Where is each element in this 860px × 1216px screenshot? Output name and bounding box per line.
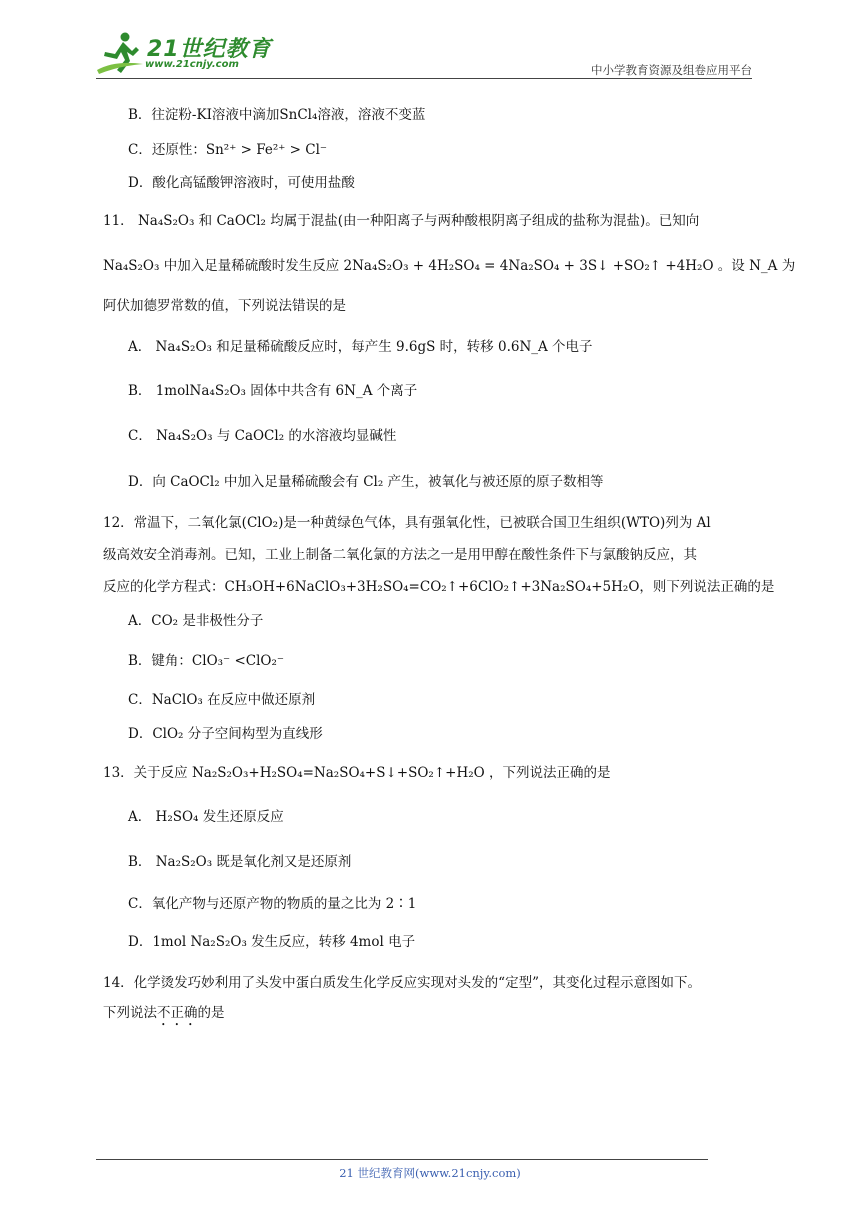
q11-stem-line-1: 11． Na₄S₂O₃ 和 CaOCl₂ 均属于混盐(由一种阳离子与两种酸根阴离子组成的盐称为混盐)。已知向 [103, 213, 700, 229]
q13-option-c: C．氧化产物与还原产物的物质的量之比为 2∶1 [128, 896, 417, 912]
q14-stem-suffix: 的是 [197, 1005, 225, 1021]
q10-option-c [128, 140, 327, 160]
header-divider [96, 78, 752, 79]
q12-option-a: A．CO₂ 是非极性分子 [128, 613, 264, 629]
q12-stem-line-2: 级高效安全消毒剂。已知，工业上制备二氧化氯的方法之一是用甲醇在酸性条件下与氯酸钠反应，其 [103, 547, 697, 563]
q11-option-c: C． Na₄S₂O₃ 与 CaOCl₂ 的水溶液均显碱性 [128, 428, 397, 444]
q12-stem-line-1: 12．常温下，二氧化氯(ClO₂)是一种黄绿色气体，具有强氧化性，已被联合国卫生组织(WTO)列为 Al [103, 515, 711, 531]
q10-option-c-label: C．还原性： [128, 142, 206, 158]
q13-option-b: B． Na₂S₂O₃ 既是氧化剂又是还原剂 [128, 854, 352, 870]
logo-text: 21世纪教育 [147, 37, 272, 62]
q11-option-b: B． 1molNa₄S₂O₃ 固体中共含有 6N_A 个离子 [128, 383, 418, 399]
q14-emphasis: 不正确 [157, 1005, 198, 1021]
runner-logo-icon [95, 30, 151, 76]
q14-stem-line-2 [103, 1003, 225, 1029]
q14-stem-line-1: 14．化学烫发巧妙利用了头发中蛋白质发生化学反应实现对头发的“定型”，其变化过程示意图如下。 [103, 975, 701, 991]
q10-option-c-formula: Sn²⁺ > Fe²⁺ > Cl⁻ [205, 142, 328, 158]
q12-option-b: B．键角：ClO₃⁻ <ClO₂⁻ [128, 653, 285, 669]
q11-stem-line-2: Na₄S₂O₃ 中加入足量稀硫酸时发生反应 2Na₄S₂O₃ + 4H₂SO₄ = 4Na₂SO₄ + 3S↓ +SO₂↑ +4H₂O 。设 N_A 为 [103, 258, 796, 274]
q12-option-d: D．ClO₂ 分子空间构型为直线形 [128, 726, 323, 742]
footer-divider [96, 1159, 708, 1160]
q12-stem-line-3: 反应的化学方程式：CH₃OH+6NaClO₃+3H₂SO₄=CO₂↑+6ClO₂↑+3Na₂SO₄+5H₂O，则下列说法正确的是 [103, 579, 775, 595]
q11-option-a: A． Na₄S₂O₃ 和足量稀硫酸反应时，每产生 9.6gS 时，转移 0.6N_A 个电子 [128, 339, 593, 355]
page-header [0, 0, 860, 80]
site-logo[interactable] [95, 30, 272, 76]
logo-url: www.21cnjy.com [145, 59, 239, 70]
platform-title: 中小学教育资源及组卷应用平台 [591, 63, 752, 77]
q10-option-d: D．酸化高锰酸钾溶液时，可使用盐酸 [128, 175, 355, 191]
q13-option-a: A． H₂SO₄ 发生还原反应 [128, 809, 284, 825]
q10-option-b: B．往淀粉-KI溶液中滴加SnCl₄溶液，溶液不变蓝 [128, 107, 426, 123]
q13-stem: 13．关于反应 Na₂S₂O₃+H₂SO₄=Na₂SO₄+S↓+SO₂↑+H₂O ，下列说法正确的是 [103, 765, 611, 781]
q12-option-c: C．NaClO₃ 在反应中做还原剂 [128, 692, 316, 708]
q11-stem-line-3: 阿伏加德罗常数的值，下列说法错误的是 [103, 298, 346, 314]
q14-stem-prefix: 下列说法 [103, 1005, 157, 1021]
q13-option-d: D．1mol Na₂S₂O₃ 发生反应，转移 4mol 电子 [128, 934, 416, 950]
q11-option-d: D．向 CaOCl₂ 中加入足量稀硫酸会有 Cl₂ 产生，被氧化与被还原的原子数相等 [128, 474, 604, 490]
footer-link[interactable]: 21 世纪教育网(www.21cnjy.com) [339, 1166, 521, 1180]
